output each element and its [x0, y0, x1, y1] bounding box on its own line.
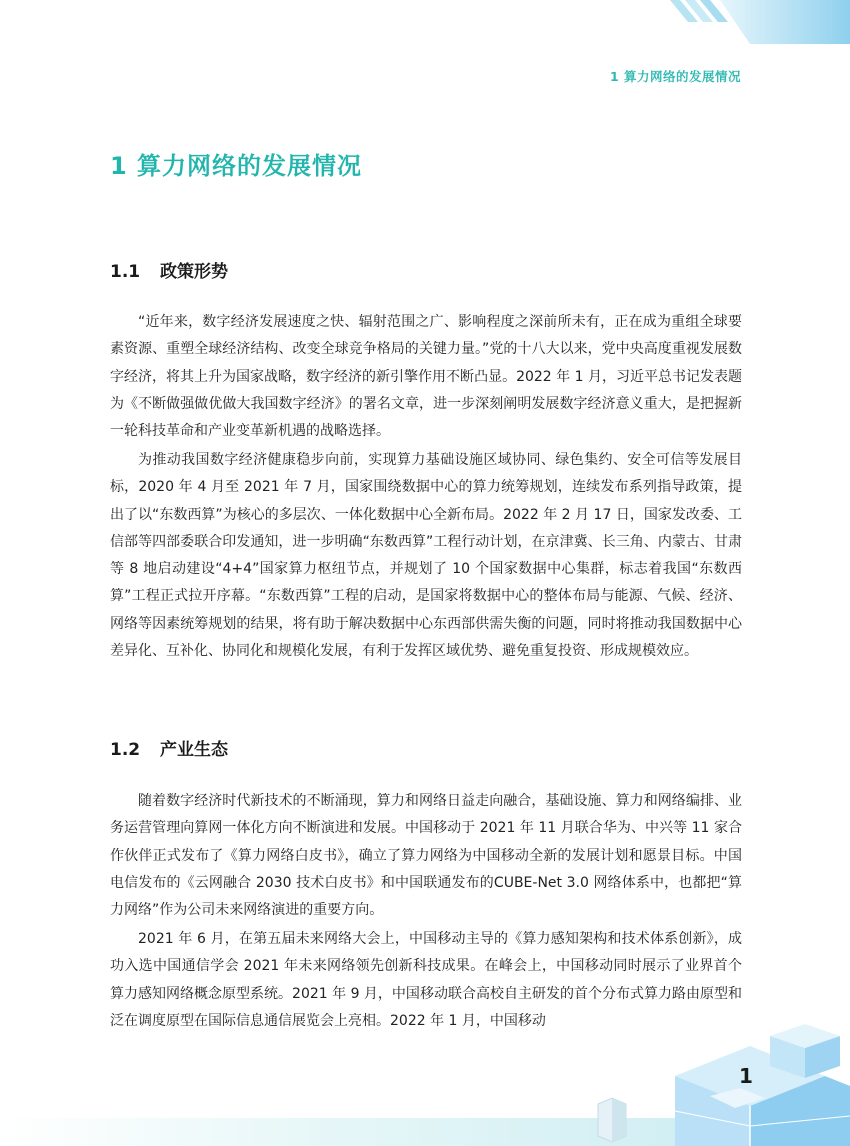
chapter-title: 1 算力网络的发展情况 [110, 152, 363, 180]
body-paragraph: 2021 年 6 月，在第五届未来网络大会上，中国移动主导的《算力感知架构和技术体系创新》，成功入选中国通信学会 2021 年未来网络领先创新科技成果。在峰会上，中国移动同时展示了业界首个算力感知网络概念原型系统。2021 年 9 月，中国移动联合高校自主研发的首个分布式算力路由原型和泛在调度原型在国际信息通信展览会上亮相。2022 年 1 月，中国移动 [110, 931, 742, 1029]
cube-decoration [590, 996, 850, 1146]
section-number: 1.1 [110, 262, 141, 282]
section-title-text: 产业生态 [160, 740, 228, 760]
running-header: 1 算力网络的发展情况 [609, 69, 741, 84]
body-paragraph: 为推动我国数字经济健康稳步向前，实现算力基础设施区域协同、绿色集约、安全可信等发展目标，2020 年 4 月至 2021 年 7 月，国家围绕数据中心的算力统筹规划，连续发布系列指导政策，提出了以“东数西算”为核心的多层次、一体化数据中心全新布局。2022 年 2 月 17 日，国家发改委、工信部等四部委联合印发通知，进一步明确“东数西算”工程行动计划，在京津冀、长三角、内蒙古、甘肃等 8 地启动建设“4+4”国家算力枢纽节点，并规划了 10 个国家数据中心集群，标志着我国“东数西算”工程正式拉开序幕。“东数西算”工程的启动，是国家将数据中心的整体布局与能源、气候、经济、网络等因素统筹规划的结果，将有助于解决数据中心东西部供需失衡的问题，同时将推动我国数据中心差异化、互补化、协同化和规模化发展，有利于发挥区域优势、避免重复投资、形成规模效应。 [110, 452, 742, 660]
top-corner-decoration [650, 0, 850, 44]
body-paragraph: “近年来，数字经济发展速度之快、辐射范围之广、影响程度之深前所未有，正在成为重组全球要素资源、重塑全球经济结构、改变全球竞争格局的关键力量。”党的十八大以来，党中央高度重视发展数字经济，将其上升为国家战略，数字经济的新引擎作用不断凸显。2022 年 1 月，习近平总书记发表题为《不断做强做优做大我国数字经济》的署名文章，进一步深刻阐明发展数字经济意义重大，是把握新一轮科技革命和产业变革新机遇的战略选择。 [110, 314, 742, 440]
section-heading-industry [110, 735, 228, 760]
section-title-text: 政策形势 [160, 262, 228, 282]
section-heading-policy [110, 257, 228, 282]
body-paragraph: 随着数字经济时代新技术的不断涌现，算力和网络日益走向融合，基础设施、算力和网络编排、业务运营管理向算网一体化方向不断演进和发展。中国移动于 2021 年 11 月联合华为、中兴等 11 家合作伙伴正式发布了《算力网络白皮书》，确立了算力网络为中国移动全新的发展计划和愿景目标。中国电信发布的《云网融合 2030 技术白皮书》和中国联通发布的CUBE-Net 3.0 网络体系中，也都把“算力网络”作为公司未来网络演进的重要方向。 [110, 793, 742, 919]
page-number: 1 [739, 1064, 753, 1088]
section-number: 1.2 [110, 740, 141, 760]
